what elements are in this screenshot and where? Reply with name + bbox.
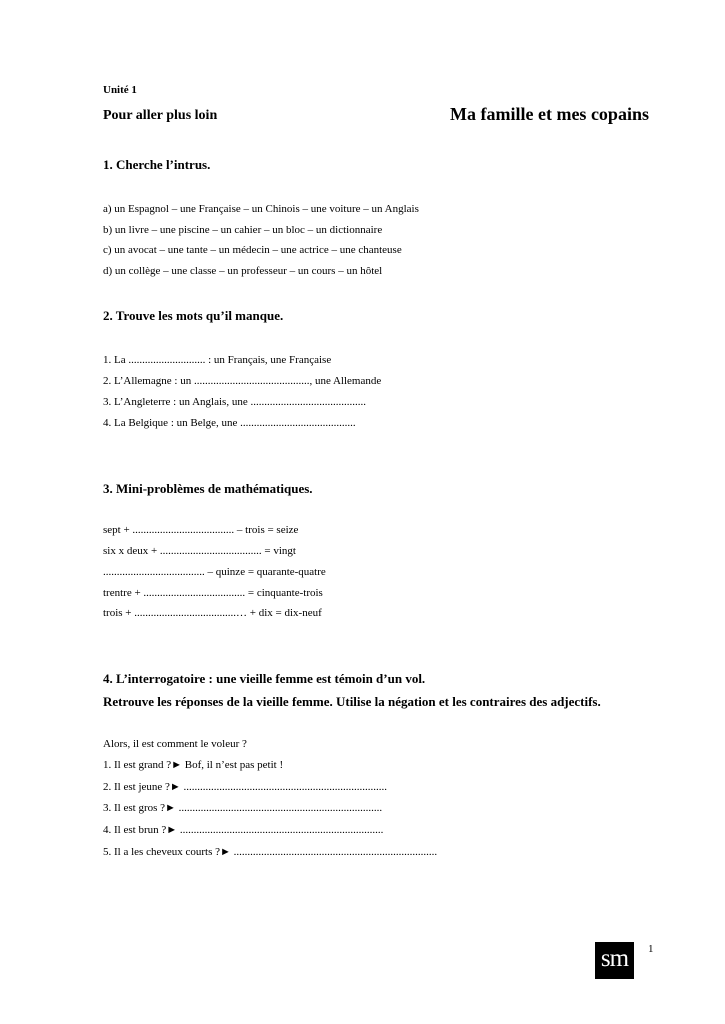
exercise-line: 2. Il est jeune ?► .......................................................................... — [103, 781, 388, 793]
section-1-heading: 1. Cherche l’intrus. — [103, 157, 211, 172]
exercise-line: a) un Espagnol – une Française – un Chinois – une voiture – un Anglais — [103, 203, 419, 215]
exercise-line: 1. La ............................ : un Français, une Française — [103, 354, 332, 366]
exercise-line: 4. La Belgique : un Belge, une .......................................... — [103, 417, 356, 429]
publisher-logo: sm — [595, 942, 634, 979]
page-subtitle: Pour aller plus loin — [103, 108, 218, 123]
exercise-line: sept + ..................................... – trois = seize — [103, 524, 299, 536]
exercise-line: trois + .....................................… + dix = dix-neuf — [103, 607, 322, 619]
exercise-line: 3. Il est gros ?► .......................................................................... — [103, 802, 383, 814]
unit-label: Unité 1 — [103, 84, 137, 96]
exercise-line: six x deux + ..................................... = vingt — [103, 545, 296, 557]
exercise-line: c) un avocat – une tante – un médecin – une actrice – une chanteuse — [103, 244, 402, 256]
exercise-line: ..................................... – quinze = quarante-quatre — [103, 566, 326, 578]
exercise-line: 4. Il est brun ?► .......................................................................... — [103, 824, 384, 836]
page-title: Ma famille et mes copains — [450, 104, 649, 124]
exercise-line: 2. L’Allemagne : un .........................................., une Allemande — [103, 375, 382, 387]
exercise-line: 3. L’Angleterre : un Anglais, une .......................................... — [103, 396, 366, 408]
exercise-line: 1. Il est grand ?► Bof, il n’est pas petit ! — [103, 759, 284, 771]
section-2-heading: 2. Trouve les mots qu’il manque. — [103, 308, 284, 323]
exercise-line: 5. Il a les cheveux courts ?► .......................................................................... — [103, 846, 438, 858]
exercise-line: b) un livre – une piscine – un cahier – un bloc – un dictionnaire — [103, 224, 383, 236]
section-4-instruction: Retrouve les réponses de la vieille femme. Utilise la négation et les contraires des adjectifs. — [103, 694, 601, 709]
exercise-line: trentre + ..................................... = cinquante-trois — [103, 587, 323, 599]
section-3-heading: 3. Mini-problèmes de mathématiques. — [103, 481, 313, 496]
page-number: 1 — [648, 943, 654, 955]
section-4-heading: 4. L’interrogatoire : une vieille femme est témoin d’un vol. — [103, 671, 426, 686]
exercise-line: Alors, il est comment le voleur ? — [103, 738, 247, 750]
exercise-line: d) un collège – une classe – un professeur – un cours – un hôtel — [103, 265, 383, 277]
